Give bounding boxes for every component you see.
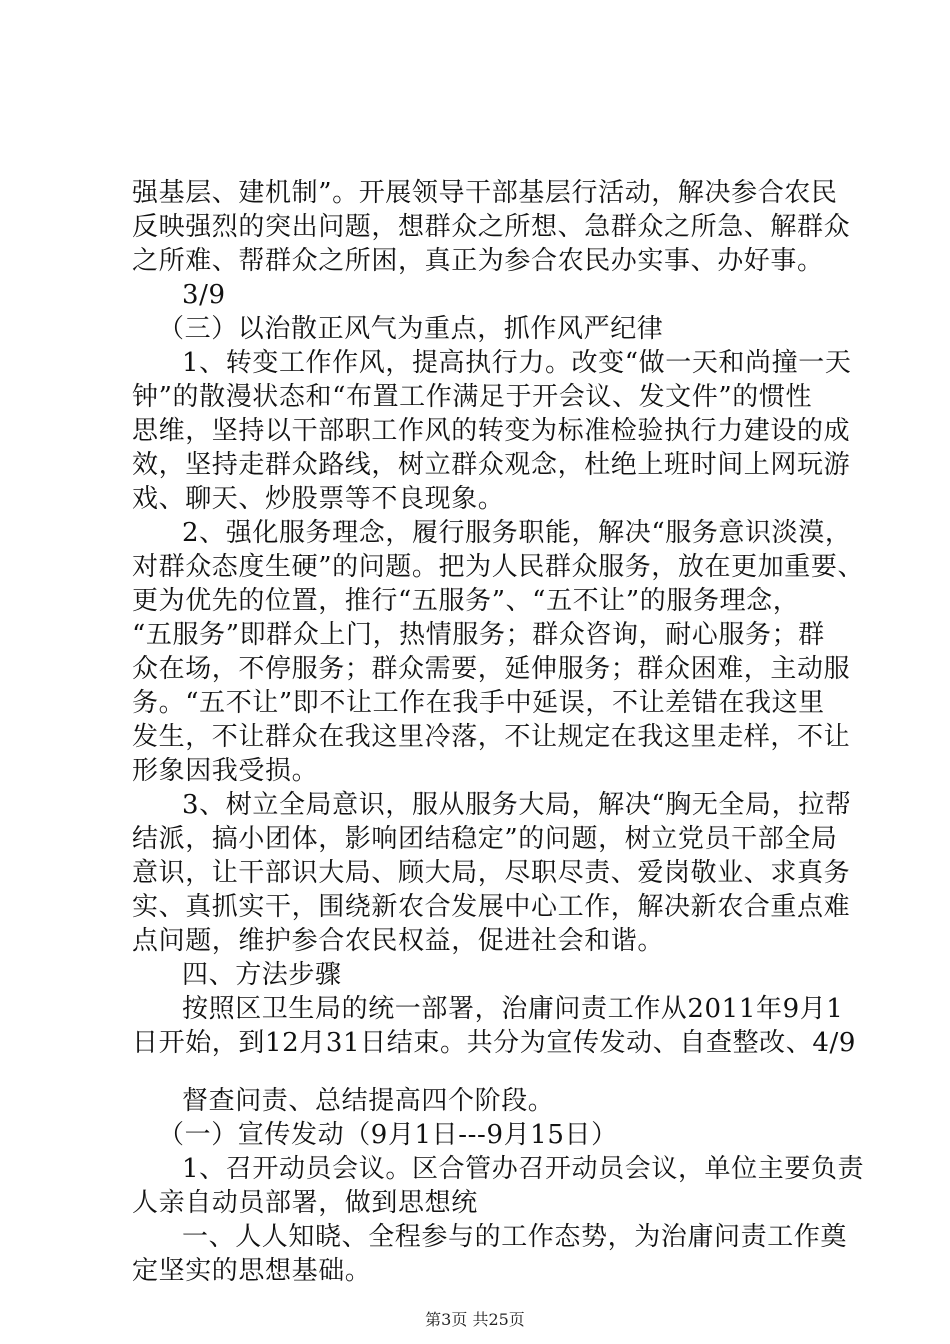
text-line: 按照区卫生局的统一部署，治庸问责工作从2011年9月1 xyxy=(182,994,844,1024)
text-line: 意识，让干部识大局、顾大局，尽职尽责、爱岗敬业、求真务 xyxy=(132,858,851,888)
text-line: 2、强化服务理念，履行服务职能，解决“服务意识淡漠， xyxy=(182,518,852,548)
text-line: 发生，不让群众在我这里冷落，不让规定在我这里走样，不让 xyxy=(132,722,851,752)
text-line: 更为优先的位置，推行“五服务”、“五不让”的服务理念， xyxy=(132,586,800,616)
text-line: 之所难、帮群众之所困，真正为参合农民办实事、办好事。 xyxy=(132,246,824,276)
text-line: 反映强烈的突出问题，想群众之所想、急群众之所急、解群众 xyxy=(132,212,851,242)
text-line: 日开始，到12月31日结束。共分为宣传发动、自查整改、4/9 xyxy=(132,1028,857,1058)
text-line: 点问题，维护参合农民权益，促进社会和谐。 xyxy=(132,926,665,956)
text-line: 1、召开动员会议。区合管办召开动员会议，单位主要负责 xyxy=(182,1154,865,1184)
section-heading: 四、方法步骤 xyxy=(182,960,342,990)
text-line: 强基层、建机制”。开展领导干部基层行活动，解决参合农民 xyxy=(132,178,838,208)
text-line: 3、树立全局意识，服从服务大局，解决“胸无全局，拉帮 xyxy=(182,790,852,820)
text-line: 钟”的散漫状态和“布置工作满足于开会议、发文件”的惯性 xyxy=(132,382,813,412)
section-heading: （一）宣传发动（9月1日---9月15日） xyxy=(158,1120,618,1150)
text-line: 督查问责、总结提高四个阶段。 xyxy=(182,1086,555,1116)
text-line: 一、人人知晓、全程参与的工作态势，为治庸问责工作奠 xyxy=(182,1222,848,1252)
text-line: 1、转变工作作风，提高执行力。改变“做一天和尚撞一天 xyxy=(182,348,852,378)
text-line: 效，坚持走群众路线，树立群众观念，杜绝上班时间上网玩游 xyxy=(132,450,851,480)
text-line: 实、真抓实干，围绕新农合发展中心工作，解决新农合重点难 xyxy=(132,892,851,922)
page-footer: 第3页 共25页 xyxy=(425,1310,525,1329)
text-line: 结派，搞小团体，影响团结稳定”的问题，树立党员干部全局 xyxy=(132,824,838,854)
text-line: 众在场，不停服务；群众需要，延伸服务；群众困难，主动服 xyxy=(132,654,851,684)
section-heading: （三）以治散正风气为重点，抓作风严纪律 xyxy=(158,314,664,344)
text-line: 定坚实的思想基础。 xyxy=(132,1256,372,1286)
text-line: 戏、聊天、炒股票等不良现象。 xyxy=(132,484,505,514)
text-line: 形象因我受损。 xyxy=(132,756,319,786)
text-line: 务。“五不让”即不让工作在我手中延误，不让差错在我这里 xyxy=(132,688,825,718)
text-line: 思维，坚持以干部职工作风的转变为标准检验执行力建设的成 xyxy=(132,416,851,446)
text-line: “五服务”即群众上门，热情服务；群众咨询，耐心服务；群 xyxy=(132,620,825,650)
page-marker: 3/9 xyxy=(182,280,226,310)
text-line: 人亲自动员部署，做到思想统 xyxy=(132,1188,478,1218)
text-line: 对群众态度生硬”的问题。把为人民群众服务，放在更加重要、 xyxy=(132,552,865,582)
